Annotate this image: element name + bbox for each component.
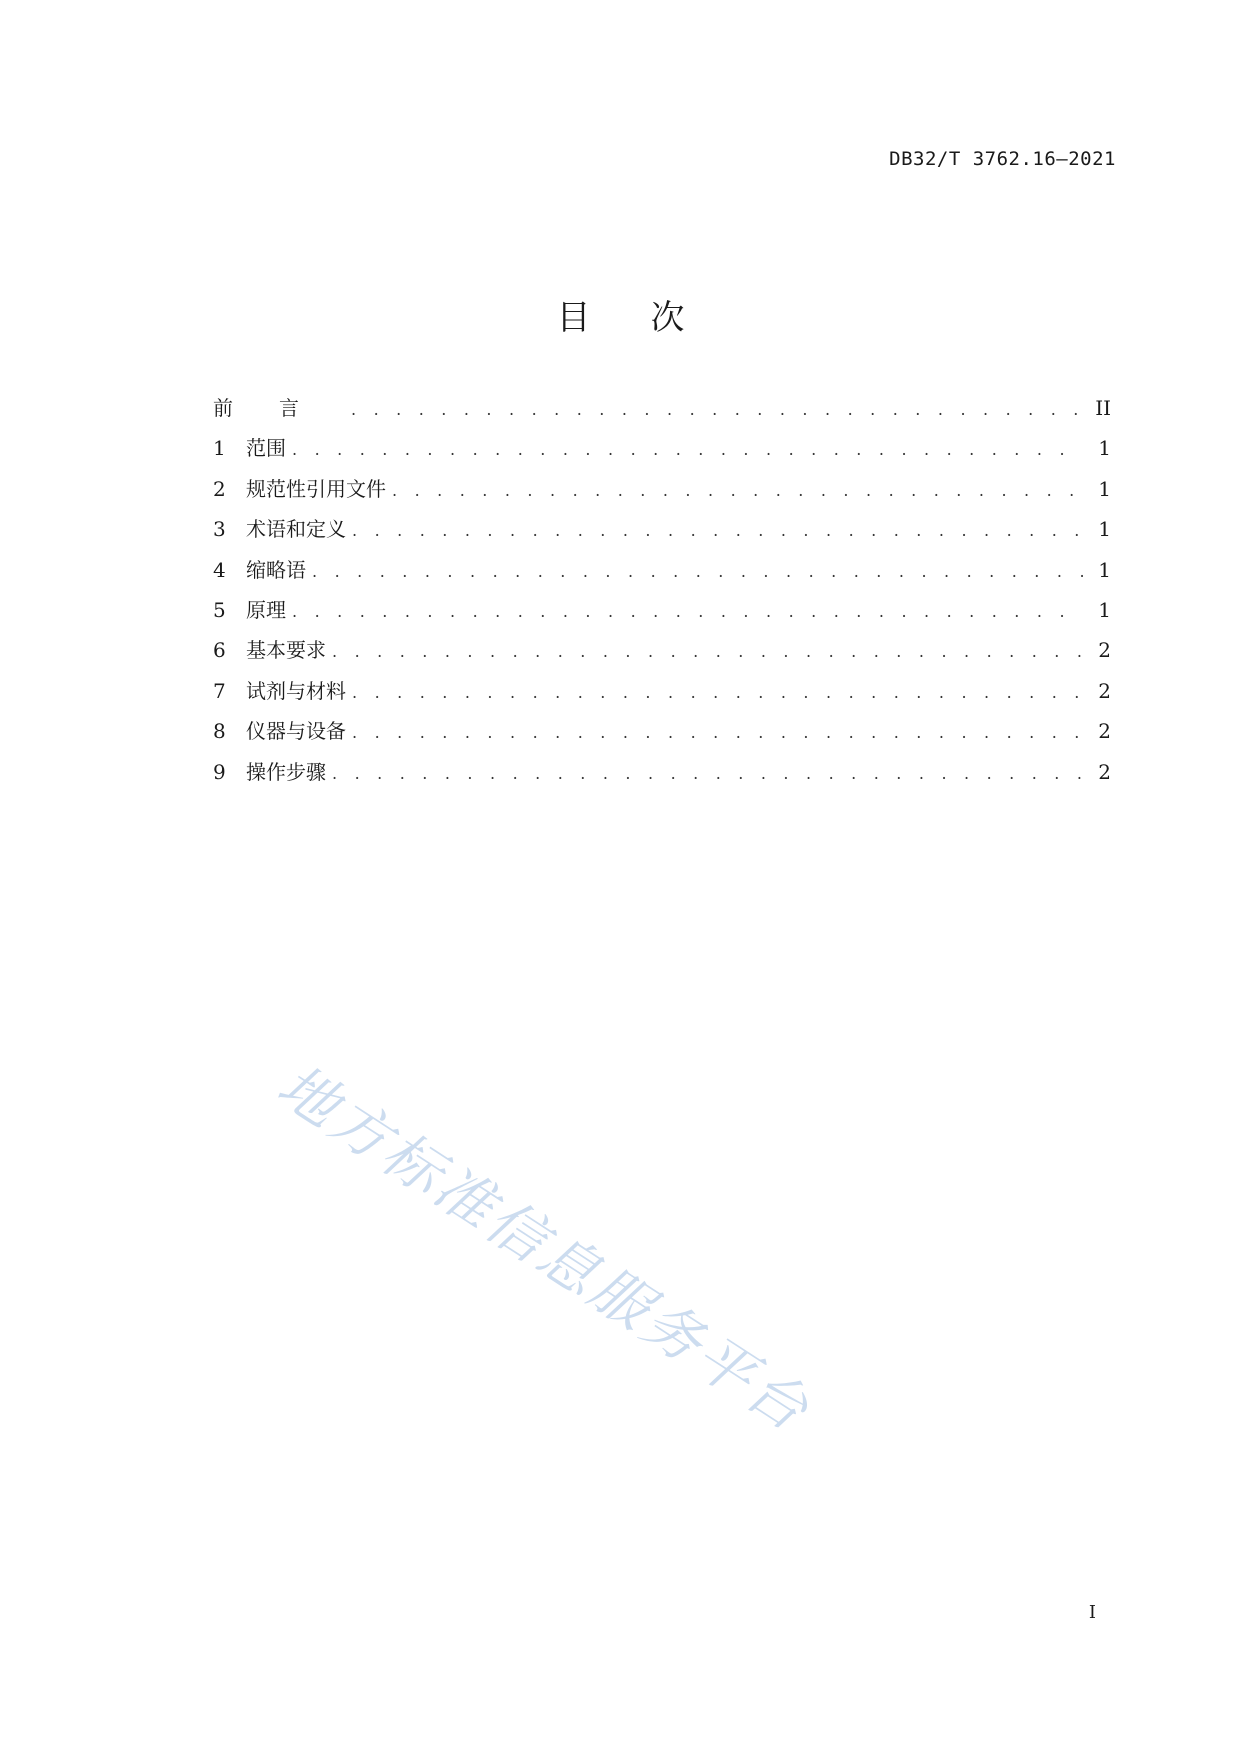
- watermark: 地方标准信息服务平台: [265, 1050, 823, 1446]
- page-number: I: [1088, 1602, 1096, 1623]
- toc-entry-text: 规范性引用文件: [246, 476, 386, 501]
- toc-entry-8[interactable]: [213, 715, 1111, 755]
- toc-leader-dots: [352, 723, 1083, 742]
- toc-entry-1[interactable]: [213, 432, 1111, 472]
- toc-entry-9[interactable]: [213, 756, 1111, 796]
- toc-entry-text: 范围: [246, 436, 286, 461]
- toc-entry-page: 1: [1098, 476, 1111, 501]
- toc-entry-text: 基本要求: [246, 638, 326, 663]
- toc-entry-text: 仪器与设备: [246, 719, 346, 744]
- toc-entry-5[interactable]: [213, 594, 1111, 634]
- toc-leader-dots: [292, 602, 1083, 621]
- toc-entry-page: 2: [1098, 719, 1111, 744]
- toc-entry-number: 5: [213, 597, 226, 622]
- toc-entry-page: 2: [1098, 678, 1111, 703]
- toc-title: 目次: [556, 298, 745, 338]
- toc-entry-3[interactable]: [213, 513, 1111, 553]
- toc-entry-number: 6: [213, 638, 226, 663]
- toc-leader-dots: [292, 440, 1083, 459]
- toc-entry-text: 术语和定义: [246, 517, 346, 542]
- toc-entry-page: 1: [1098, 557, 1111, 582]
- toc-entry-foreword[interactable]: [213, 392, 1111, 432]
- toc-entry-2[interactable]: [213, 473, 1111, 513]
- toc-entry-number: 1: [213, 436, 226, 461]
- toc-entry-text: 操作步骤: [246, 759, 326, 784]
- toc-entry-6[interactable]: [213, 634, 1111, 674]
- toc-entry-7[interactable]: [213, 675, 1111, 715]
- toc-entry-text: 前言: [213, 396, 345, 420]
- toc-leader-dots: [352, 683, 1083, 702]
- document-code: DB32/T 3762.16—2021: [889, 148, 1116, 170]
- toc-entry-4[interactable]: [213, 554, 1111, 594]
- toc-entry-number: 8: [213, 719, 226, 744]
- toc-leader-dots: [351, 400, 1083, 419]
- toc-entry-page: 1: [1098, 436, 1111, 461]
- toc-entry-page: 1: [1098, 517, 1111, 542]
- toc-entry-page: 2: [1098, 638, 1111, 663]
- toc-entry-page: 2: [1098, 759, 1111, 784]
- table-of-contents: [213, 392, 1111, 796]
- toc-entry-number: 2: [213, 476, 226, 501]
- toc-entry-text: 缩略语: [246, 557, 306, 582]
- toc-leader-dots: [332, 642, 1083, 661]
- toc-entry-page: II: [1095, 396, 1111, 420]
- toc-entry-text: 原理: [246, 597, 286, 622]
- toc-entry-text: 试剂与材料: [246, 678, 346, 703]
- toc-entry-page: 1: [1098, 597, 1111, 622]
- toc-leader-dots: [392, 481, 1083, 500]
- toc-entry-number: 7: [213, 678, 226, 703]
- toc-leader-dots: [332, 764, 1083, 783]
- toc-entry-number: 9: [213, 759, 226, 784]
- toc-entry-number: 4: [213, 557, 226, 582]
- toc-entry-number: 3: [213, 517, 226, 542]
- toc-leader-dots: [352, 521, 1083, 540]
- toc-leader-dots: [312, 562, 1083, 581]
